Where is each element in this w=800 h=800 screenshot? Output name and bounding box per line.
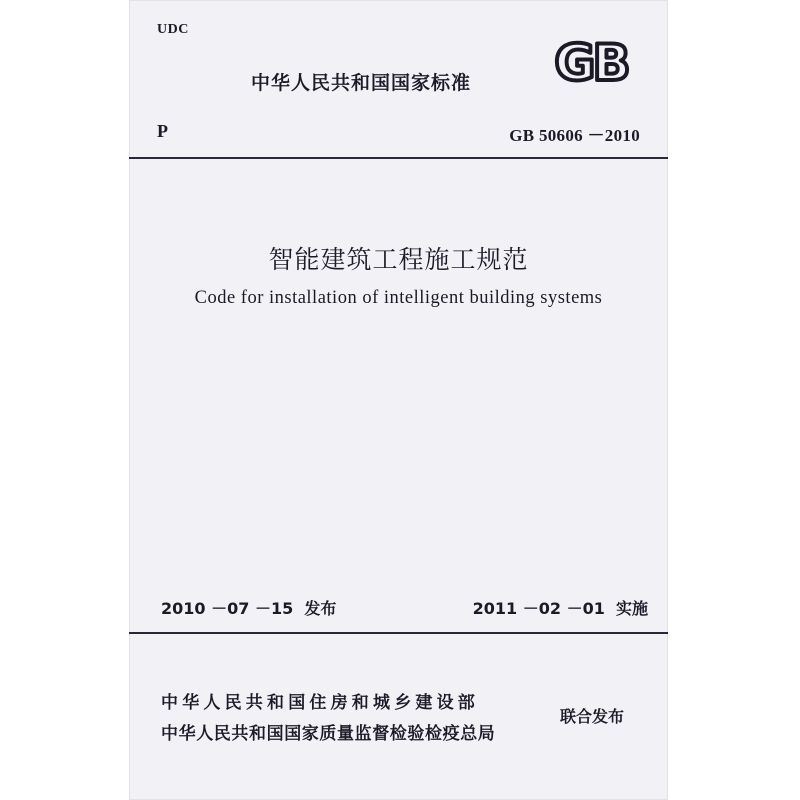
title-chinese: 智能建筑工程施工规范 — [268, 245, 529, 274]
title-english: Code for installation of intelligent building systems — [194, 288, 603, 308]
bottom-divider — [129, 632, 668, 634]
standard-number: GB 50606 －2010 — [509, 126, 640, 145]
top-divider — [129, 157, 668, 159]
national-standard-heading: 中华人民共和国国家标准 — [251, 72, 472, 94]
implementation-date: 2011 －02 －01 实施 — [472, 599, 648, 618]
udc-label: UDC — [157, 22, 189, 37]
classification-code: P — [157, 121, 168, 141]
issuer-aqsiq: 中华人民共和国国家质量监督检验检疫总局 — [161, 724, 496, 744]
issue-date: 2010 －07 －15 发布 — [161, 599, 337, 618]
issuer-ministry-housing: 中华人民共和国住房和城乡建设部 — [161, 693, 479, 713]
gb-logo-text: GB — [554, 36, 628, 86]
document-cover — [129, 0, 668, 800]
joint-issue-label: 联合发布 — [560, 707, 625, 726]
gb-logo — [541, 36, 641, 86]
